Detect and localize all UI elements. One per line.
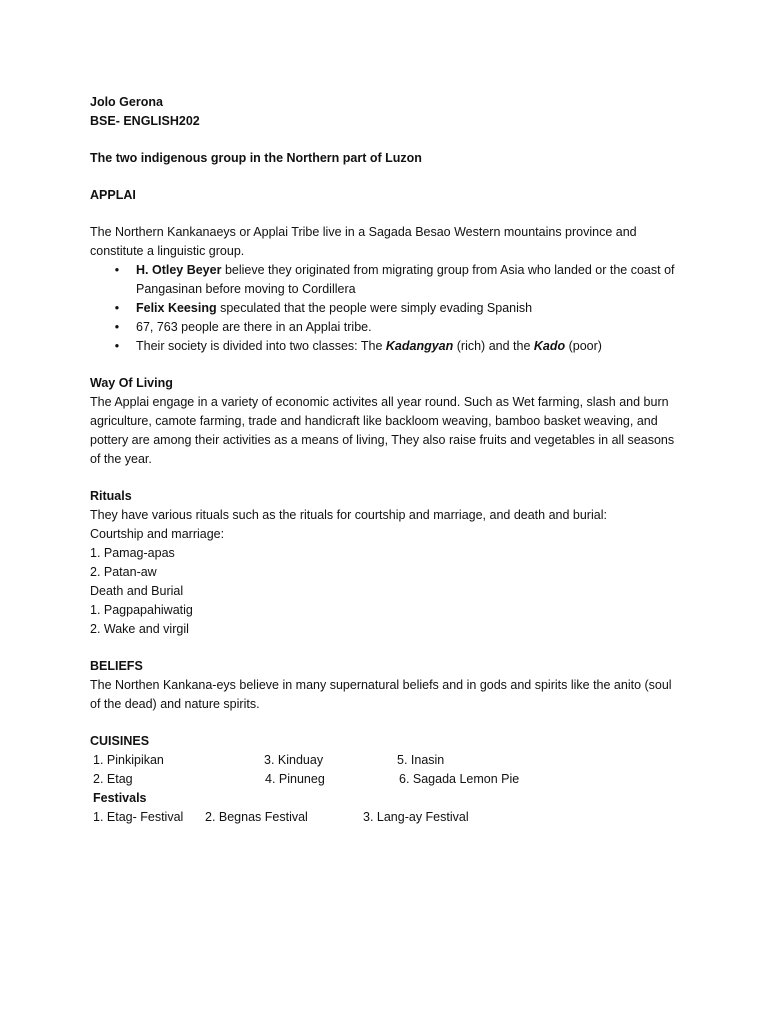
bullet-text: believe they originated from migrating group from Asia who landed or the coast of Pangasinan before moving to Cordillera: [136, 263, 675, 296]
way-of-living-heading: Way Of Living: [90, 376, 173, 390]
festival-item: 1. Etag- Festival: [93, 810, 184, 824]
rituals-intro: They have various rituals such as the rituals for courtship and marriage, and death and burial:: [90, 508, 607, 522]
way-of-living-text: The Applai engage in a variety of economic activites all year round. Such as Wet farming, slash and burn agriculture, camote farming, trade and handicraft like backloom weaving, bamboo basket weaving, and pottery are among their activities as a means of living, They also raise fruits and vegetables in all seasons of the year.: [90, 395, 675, 466]
cuisine-item: 5. Inasin: [397, 753, 445, 767]
cuisine-item: 3. Kinduay: [264, 753, 324, 767]
courtship-item: 1. Pamag-apas: [90, 546, 175, 560]
bullet-item-classes: [90, 337, 690, 356]
class-kadangyan: Kadangyan: [385, 339, 454, 353]
bullet-item-population: [90, 318, 690, 337]
cuisines-row: [90, 770, 690, 789]
bullet-text: 67, 763 people are there in an Applai tribe.: [136, 320, 372, 334]
bullet-icon: •: [114, 320, 120, 334]
cuisine-item: 1. Pinkipikan: [93, 753, 164, 767]
bullet-text: speculated that the people were simply evading Spanish: [216, 301, 533, 315]
bullet-text: Their society is divided into two classes: The: [136, 339, 386, 353]
death-burial-label: Death and Burial: [90, 584, 184, 598]
applai-bullet-list: [90, 261, 690, 356]
festivals-row: [90, 808, 690, 827]
courtship-label: Courtship and marriage:: [90, 527, 225, 541]
course-code: BSE- ENGLISH202: [90, 114, 200, 128]
document-body: [90, 93, 690, 827]
bullet-icon: •: [114, 301, 120, 315]
cuisines-row: [90, 751, 690, 770]
rituals-heading: Rituals: [90, 489, 132, 503]
bullet-icon: •: [114, 263, 120, 277]
death-burial-item: 2. Wake and virgil: [90, 622, 189, 636]
festival-item: 3. Lang-ay Festival: [363, 810, 469, 824]
applai-intro: The Northern Kankanaeys or Applai Tribe live in a Sagada Besao Western mountains province and constitute a linguistic group.: [90, 225, 637, 258]
bullet-bold-name: H. Otley Beyer: [136, 263, 222, 277]
bullet-text: (rich) and the: [453, 339, 534, 353]
bullet-bold-name: Felix Keesing: [136, 301, 217, 315]
death-burial-item: 1. Pagpapahiwatig: [90, 603, 193, 617]
festivals-heading: Festivals: [93, 791, 147, 805]
beliefs-heading: BELIEFS: [90, 659, 143, 673]
cuisine-item: 6. Sagada Lemon Pie: [399, 772, 520, 786]
bullet-item-beyer: [90, 261, 676, 299]
author-name: Jolo Gerona: [90, 95, 163, 109]
courtship-item: 2. Patan-aw: [90, 565, 157, 579]
class-kado: Kado: [533, 339, 566, 353]
bullet-icon: •: [114, 339, 120, 353]
cuisine-item: 2. Etag: [93, 772, 133, 786]
cuisine-item: 4. Pinuneg: [265, 772, 325, 786]
document-title: The two indigenous group in the Northern part of Luzon: [90, 151, 422, 165]
bullet-item-keesing: [90, 299, 690, 318]
bullet-text: (poor): [565, 339, 602, 353]
cuisines-heading: CUISINES: [90, 734, 150, 748]
festival-item: 2. Begnas Festival: [205, 810, 308, 824]
applai-heading: APPLAI: [90, 188, 136, 202]
beliefs-text: The Northen Kankana-eys believe in many supernatural beliefs and in gods and spirits like the anito (soul of the dead) and nature spirits.: [90, 678, 672, 711]
